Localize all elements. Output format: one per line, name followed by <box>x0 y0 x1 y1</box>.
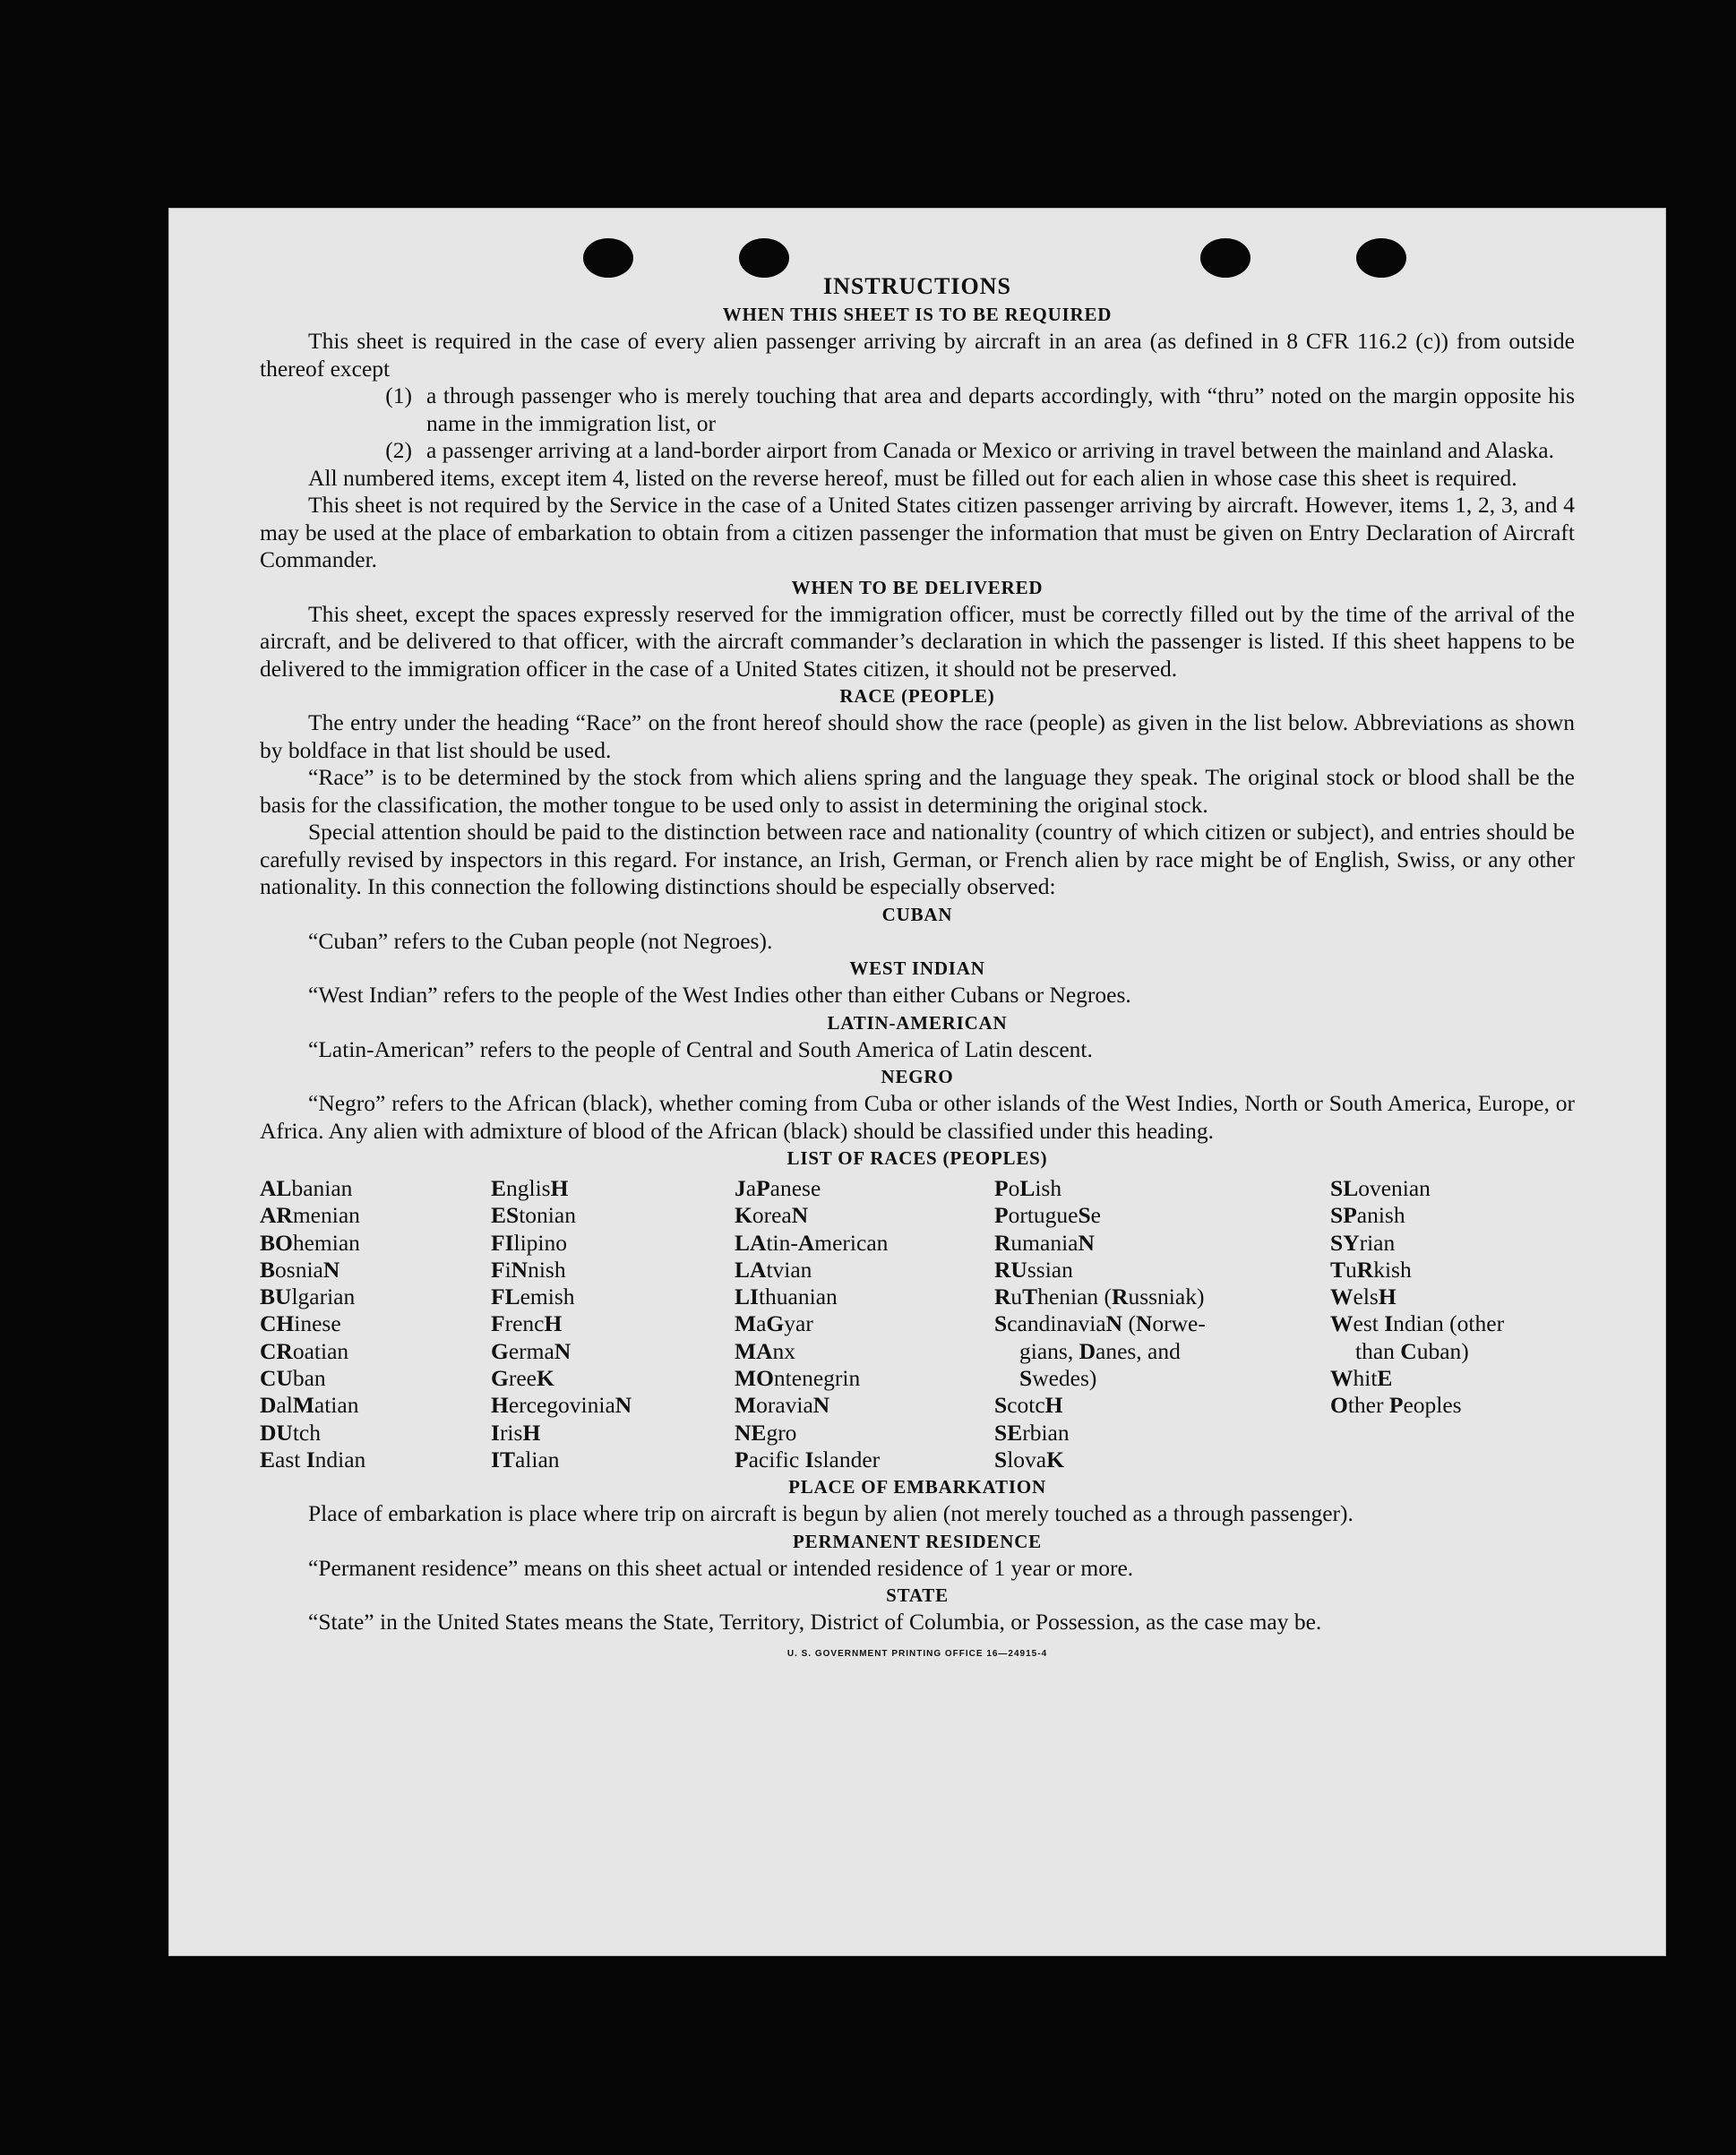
race-entry: PortugueSe <box>994 1202 1101 1229</box>
race-entry: JaPanese <box>735 1175 821 1201</box>
race-entry: MaGyar <box>735 1310 813 1337</box>
document-sheet <box>168 208 1666 1956</box>
race-entry: LIthuanian <box>735 1284 838 1310</box>
race-entry: BosniaN <box>260 1256 340 1283</box>
latin-american-text: “Latin-American” refers to the people of Central and South America of Latin descent. <box>308 1035 1093 1062</box>
race-entry: SPanish <box>1330 1202 1405 1229</box>
race-entry: West Indian (other <box>1330 1310 1505 1337</box>
race-entry: EStonian <box>491 1202 576 1229</box>
embarkation-text: Place of embarkation is place where trip on aircraft is begun by alien (not merely touched as a through passenger). <box>308 1500 1354 1527</box>
required-para-3: This sheet is not required by the Service in the case of a United States citizen passenger arriving by aircraft. However, items 1, 2, 3, and 4 may be used at the place of embarkation to obtain from a citizen passenger the information that must be given on Entry Declaration of Aircraft Commander. <box>260 492 1575 572</box>
race-entry: ALbanian <box>260 1175 353 1201</box>
race-entry: MAnx <box>735 1337 795 1364</box>
races-column <box>491 1175 735 1473</box>
state-text: “State” in the United States means the State, Territory, District of Columbia, or Possession, as the case may be. <box>308 1609 1322 1636</box>
race-entry: RumaniaN <box>994 1229 1095 1256</box>
exception-item: (2) a passenger arriving at a land-border airport from Canada or Mexico or arriving in travel between the mainland and Alaska. <box>385 437 1554 463</box>
race-entry: SlovaK <box>994 1446 1064 1472</box>
cuban-text: “Cuban” refers to the Cuban people (not Negroes). <box>308 927 773 954</box>
race-entry: ScotcH <box>994 1392 1063 1419</box>
document-content <box>260 272 1575 1659</box>
race-entry: ARmenian <box>260 1202 360 1229</box>
required-intro: This sheet is required in the case of every alien passenger arriving by aircraft in an area (as defined in 8 CFR 116.2 (c)) from outside thereof except <box>260 328 1575 382</box>
race-entry: TuRkish <box>1330 1256 1412 1283</box>
section-heading-residence: PERMANENT RESIDENCE <box>793 1530 1042 1552</box>
race-entry: than Cuban) <box>1355 1337 1469 1364</box>
race-entry: BUlgarian <box>260 1284 356 1310</box>
delivered-text: This sheet, except the spaces expressly reserved for the immigration officer, must be correctly filled out by the time of the arrival of the aircraft, and be delivered to that officer, with the aircraft commander’s declaration in which the passenger is listed. If this sheet happens to be delivered to the immigration officer in the case of a United States citizen, it should not be preserved. <box>260 600 1575 682</box>
race-entry: East Indian <box>260 1446 366 1472</box>
races-list <box>260 1175 1575 1473</box>
section-heading-races-list: LIST OF RACES (PEOPLES) <box>786 1147 1048 1169</box>
race-entry: CUban <box>260 1365 326 1392</box>
race-entry: CHinese <box>260 1310 341 1337</box>
races-column <box>260 1175 491 1473</box>
race-entry: FrencH <box>491 1310 563 1337</box>
race-entry: IrisH <box>491 1419 541 1446</box>
residence-text: “Permanent residence” means on this sheet actual or intended residence of 1 year or more. <box>308 1554 1134 1581</box>
race-para-2: “Race” is to be determined by the stock from which aliens spring and the language they speak. The original stock or blood shall be the basis for the classification, the mother tongue to be used only to assist in determining the original stock. <box>260 764 1575 818</box>
section-heading-race: RACE (PEOPLE) <box>839 685 995 707</box>
race-entry: RUssian <box>994 1256 1073 1283</box>
race-entry: SErbian <box>994 1419 1070 1446</box>
section-heading-required: WHEN THIS SHEET IS TO BE REQUIRED <box>722 304 1113 325</box>
race-entry: SLovenian <box>1330 1175 1431 1201</box>
race-entry: LAtvian <box>735 1256 812 1283</box>
required-para-2: All numbered items, except item 4, listed on the reverse hereof, must be filled out for each alien in whose case this sheet is required. <box>308 464 1517 491</box>
races-column <box>1330 1175 1575 1473</box>
race-entry: RuThenian (Russniak) <box>994 1284 1205 1310</box>
race-entry: FiNnish <box>491 1256 566 1283</box>
race-entry: DalMatian <box>260 1392 359 1419</box>
race-entry: PoLish <box>994 1175 1062 1201</box>
race-entry: Other Peoples <box>1330 1392 1462 1419</box>
race-para-1: The entry under the heading “Race” on the front hereof should show the race (people) as given in the list below. Abbreviations as shown by boldface in that list should be used. <box>260 709 1575 763</box>
race-entry: GreeK <box>491 1365 554 1392</box>
race-entry: HercegoviniaN <box>491 1392 632 1419</box>
race-entry: EnglisH <box>491 1175 569 1201</box>
race-entry: WelsH <box>1330 1284 1397 1310</box>
race-entry: MoraviaN <box>735 1392 830 1419</box>
west-indian-text: “West Indian” refers to the people of the West Indies other than either Cubans or Negroes. <box>308 982 1131 1008</box>
section-heading-negro: NEGRO <box>881 1066 954 1087</box>
race-entry: Pacific Islander <box>735 1446 881 1472</box>
race-entry: ITalian <box>491 1446 560 1472</box>
section-heading-delivered: WHEN TO BE DELIVERED <box>791 576 1044 598</box>
printing-office-footer: U. S. GOVERNMENT PRINTING OFFICE 16—24915-4 <box>786 1648 1048 1659</box>
page-title: INSTRUCTIONS <box>823 273 1011 299</box>
exception-item: (1) a through passenger who is merely touching that area and departs accordingly, with “thru” noted on the margin opposite his name in the immigration list, or <box>385 382 1575 436</box>
section-heading-cuban: CUBAN <box>881 903 953 925</box>
section-heading-state: STATE <box>886 1584 949 1607</box>
race-entry: FLemish <box>491 1284 575 1310</box>
race-entry: SYrian <box>1330 1229 1396 1256</box>
race-entry: BOhemian <box>260 1229 360 1256</box>
race-entry: NEgro <box>735 1419 797 1446</box>
section-heading-latin-american: LATIN-AMERICAN <box>827 1011 1008 1034</box>
race-entry: GermaN <box>491 1337 572 1364</box>
race-entry: LAtin-American <box>735 1229 889 1256</box>
race-entry: WhitE <box>1330 1365 1393 1392</box>
race-entry: CRoatian <box>260 1337 349 1364</box>
race-entry: MOntenegrin <box>735 1365 861 1392</box>
races-column <box>994 1175 1330 1473</box>
race-para-3: Special attention should be paid to the distinction between race and nationality (country of which citizen or subject), and entries should be carefully revised by inspectors in this regard. For instance, an Irish, German, or French alien by race might be of English, Swiss, or any other nationality. In this connection the following distinctions should be especially observed: <box>260 819 1575 899</box>
section-heading-embarkation: PLACE OF EMBARKATION <box>788 1476 1046 1498</box>
race-entry: gians, Danes, and <box>1019 1337 1181 1364</box>
race-entry: DUtch <box>260 1419 321 1446</box>
negro-text: “Negro” refers to the African (black), whether coming from Cuba or other islands of the West Indies, North or South America, Europe, or Africa. Any alien with admixture of blood of the African (black) should be classified under this heading. <box>260 1090 1575 1144</box>
races-column <box>735 1175 994 1473</box>
race-entry: Swedes) <box>1019 1365 1097 1392</box>
section-heading-west-indian: WEST INDIAN <box>849 957 985 979</box>
race-entry: FIlipino <box>491 1229 568 1256</box>
race-entry: ScandinaviaN (Norwe- <box>994 1310 1206 1337</box>
race-entry: KoreaN <box>735 1202 809 1229</box>
